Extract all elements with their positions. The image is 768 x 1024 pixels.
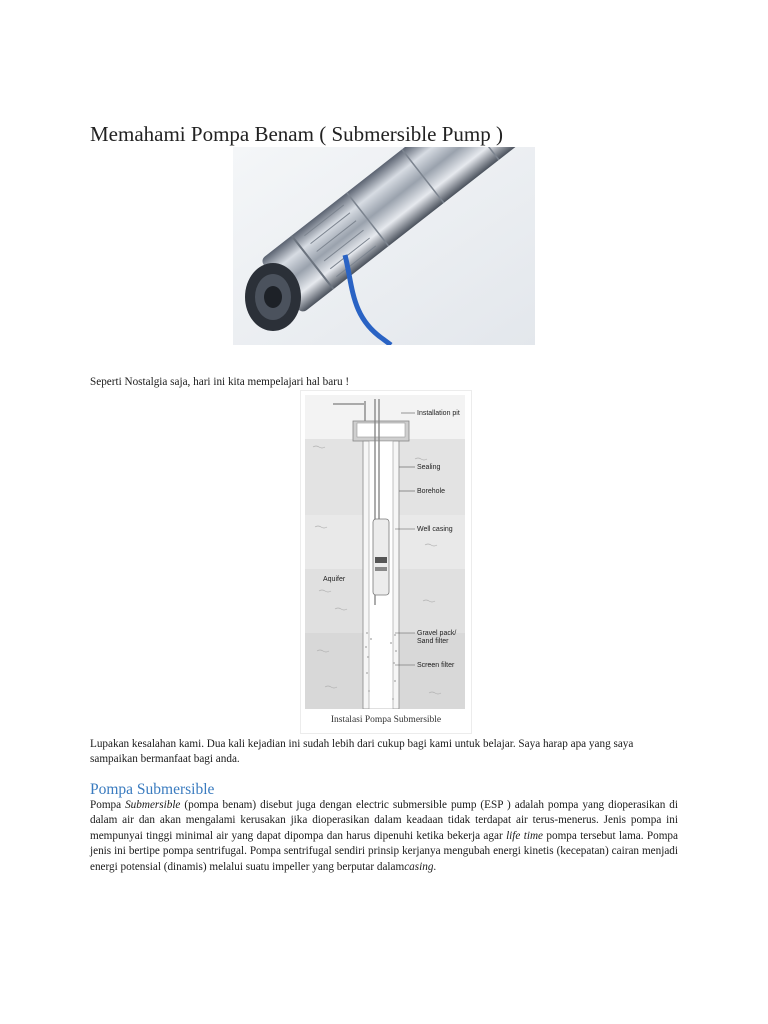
submersible-pump-photo bbox=[233, 147, 535, 345]
diagram-caption: Instalasi Pompa Submersible bbox=[330, 715, 442, 725]
paragraph-emphasis: Submersible bbox=[125, 799, 181, 811]
paragraph-text: pompa tersebut lama. Pompa jenis ini bertipe pompa sentrifugal. Pompa sentrifugal sendiri prinsip kerjanya mengubah energi kinetis (kecepatan) cairan menjadi energi potensial (dinamis) melalui suatu impeller yang berputar dalam bbox=[90, 829, 678, 873]
label-installation-pit: Installation pit bbox=[417, 410, 460, 417]
diagram-figure bbox=[300, 390, 472, 734]
paragraph-text: (pompa benam) disebut juga dengan electric submersible pump (ESP ) adalah pompa yang dioperasikan di dalam air dan akan mengalami kerusakan jika dioperasikan dalam keadaan tidak terdapat air terus-menerus. Jenis pompa ini mempunyai tinggi minimal air yang dapat dipompa dan harus dipenuhi ketika bekerja agar bbox=[90, 799, 678, 842]
paragraph-emphasis: casing bbox=[404, 860, 434, 873]
label-well-casing: Well casing bbox=[417, 526, 453, 533]
label-aquifer: Aquifer bbox=[323, 576, 346, 583]
well-installation-diagram bbox=[305, 395, 465, 709]
section-heading: Pompa Submersible bbox=[90, 781, 215, 798]
paragraph-emphasis: life time bbox=[506, 829, 543, 842]
paragraph-text: Pompa bbox=[90, 799, 126, 811]
label-sand-filter: Sand filter bbox=[417, 638, 449, 645]
intro-text: Seperti Nostalgia saja, hari ini kita mempelajari hal baru ! bbox=[90, 376, 350, 388]
label-screen-filter: Screen filter bbox=[417, 662, 455, 669]
paragraph-text: . bbox=[433, 860, 437, 873]
label-borehole: Borehole bbox=[417, 488, 446, 495]
page-title: Memahami Pompa Benam ( Submersible Pump ) bbox=[90, 122, 503, 146]
label-sealing: Sealing bbox=[417, 464, 441, 471]
paragraph-apology: Lupakan kesalahan kami. Dua kali kejadian ini sudah lebih dari cukup bagi kami untuk belajar. Saya harap apa yang saya sampaikan bermanfaat bagi anda. bbox=[90, 738, 634, 765]
label-gravel-pack: Gravel pack/ bbox=[417, 630, 457, 637]
paragraph-definition bbox=[90, 798, 678, 875]
